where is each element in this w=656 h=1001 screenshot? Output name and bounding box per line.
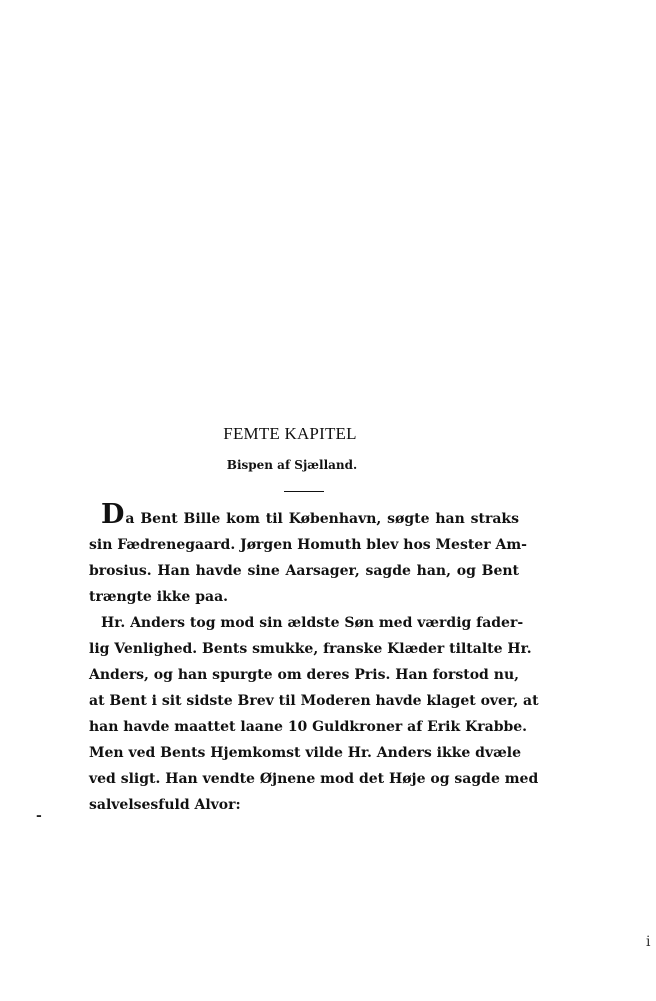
text-line: Men ved Bents Hjemkomst vilde Hr. Anders ikke dvæle	[89, 745, 521, 761]
text-line: sin Fædrenegaard. Jørgen Homuth blev hos Mester Am-	[89, 537, 527, 553]
text-line: Hr. Anders tog mod sin ældste Søn med værdig fader-	[101, 615, 524, 631]
edge-mark: i	[646, 934, 651, 950]
chapter-subtitle: Bispen af Sjælland.	[226, 458, 358, 472]
text-line: lig Venlighed. Bents smukke, franske Klæder tiltalte Hr.	[89, 641, 532, 657]
text-line: trængte ikke paa.	[89, 589, 229, 605]
margin-mark: -	[36, 808, 42, 824]
text-line: han havde maattet laane 10 Guldkroner af Erik Krabbe.	[89, 719, 528, 735]
chapter-title: FEMTE KAPITEL	[223, 424, 357, 443]
body-text	[89, 499, 539, 818]
text-line: ved sligt. Han vendte Øjnene mod det Høje og sagde med	[89, 771, 539, 787]
first-line-text: a Bent Bille kom til København, søgte han straks	[125, 511, 519, 527]
text-line: at Bent i sit sidste Brev til Moderen havde klaget over, at	[89, 693, 539, 709]
text-line: Anders, og han spurgte om deres Pris. Han forstod nu,	[89, 667, 519, 683]
text-line: salvelsesfuld Alvor:	[89, 797, 241, 813]
drop-cap: D	[101, 499, 125, 530]
text-line: brosius. Han havde sine Aarsager, sagde han, og Bent	[89, 563, 519, 579]
section-divider	[284, 491, 324, 492]
text-line	[89, 499, 519, 532]
